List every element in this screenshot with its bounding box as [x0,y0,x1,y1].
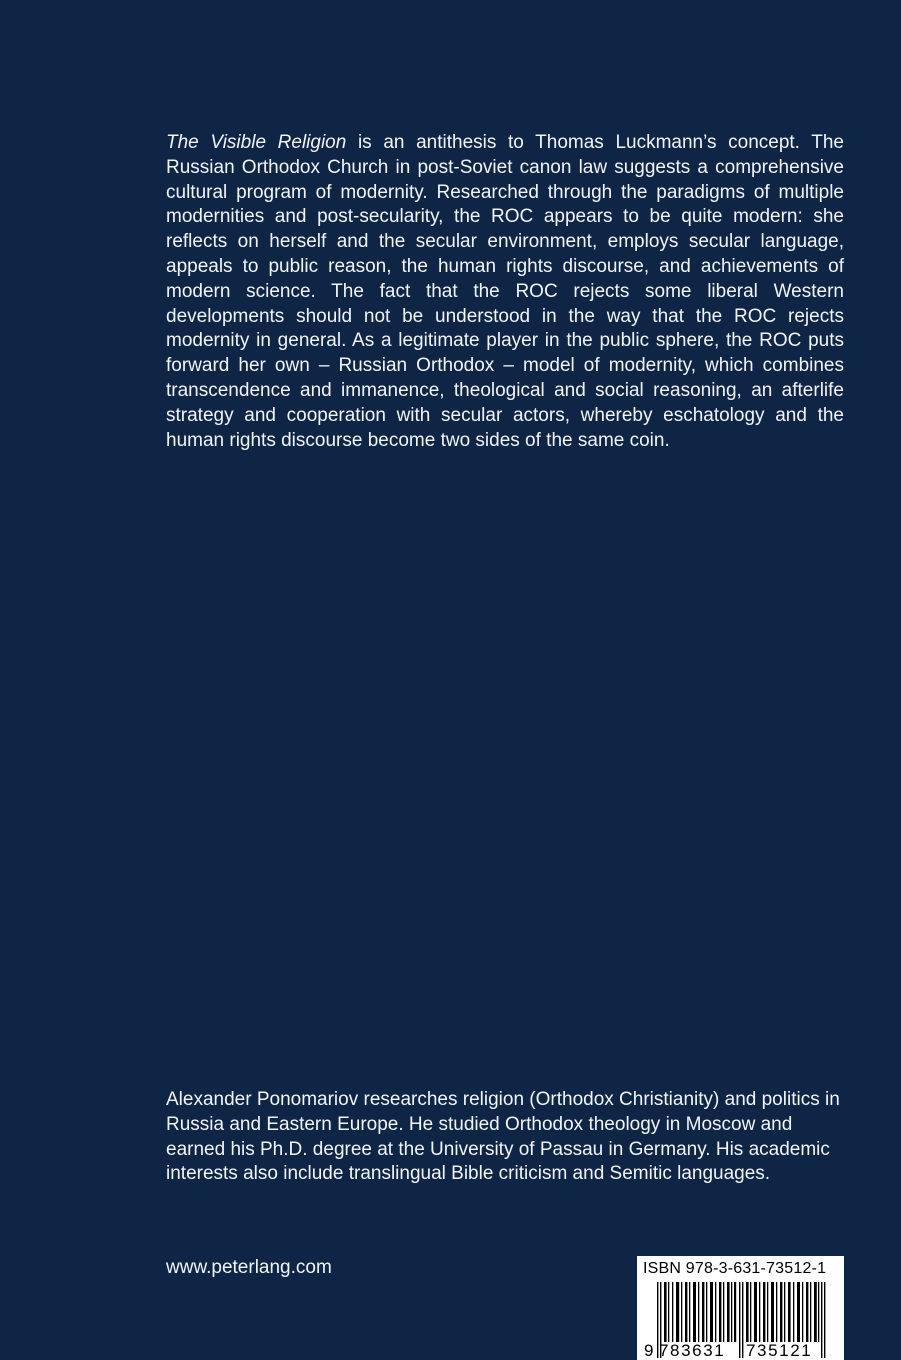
barcode-bar [710,1282,713,1342]
barcode-bar [810,1282,811,1342]
barcode-bar [759,1282,760,1342]
barcode-bar [719,1282,721,1342]
barcode-bar [742,1282,743,1358]
barcode-bar [763,1282,765,1342]
barcode-bar [802,1282,803,1342]
barcode-bar [793,1282,794,1342]
barcode-bar [750,1282,751,1342]
barcode-bar [706,1282,707,1342]
barcode-bar [702,1282,704,1342]
barcode-bar [668,1282,669,1342]
barcode-bar [676,1282,679,1342]
barcode-bar [767,1282,768,1342]
barcode-bar [784,1282,785,1342]
barcode-bar [672,1282,673,1342]
publisher-website[interactable]: www.peterlang.com [166,1257,332,1278]
barcode-bar [797,1282,800,1342]
barcode-bar [806,1282,808,1342]
barcode-bar [723,1282,724,1342]
barcode-bar [685,1282,687,1342]
barcode-bar [698,1282,699,1342]
barcode-bar [821,1282,822,1358]
barcode-bar [727,1282,730,1342]
barcode-digits-left: 783631 [659,1341,726,1358]
barcode-bar [754,1282,757,1342]
barcode-bar [824,1282,825,1358]
isbn-barcode-box [637,1256,844,1360]
book-title-italic: The Visible Religion [166,132,347,153]
barcode-bar [689,1282,690,1342]
blurb-paragraph [166,131,844,453]
barcode-bar [681,1282,682,1342]
barcode-bar [771,1282,774,1342]
author-bio: Alexander Ponomariov researches religion (Orthodox Christianity) and politics in Russia and Eastern Europe. He studied Orthodox theology in Moscow and earned his Ph.D. degree at the University of Passau in Germany. His academic interests also include translingual Bible criticism and Semitic languages. [166,1089,840,1185]
barcode-bar [664,1282,667,1342]
barcode-bar [814,1282,817,1342]
barcode-bar [693,1282,696,1342]
barcode-bar [788,1282,791,1342]
isbn-label: ISBN 978-3-631-73512-1 [643,1260,827,1277]
barcode-bar [734,1282,736,1342]
barcode-digits-right: 735121 [746,1341,813,1358]
barcode-bar [746,1282,749,1342]
barcode-bar [731,1282,732,1342]
blurb-text: is an antithesis to Thomas Luckmann’s concept. The Russian Orthodox Church in post-Soviet canon law suggests a comprehensive cultural program of modernity. Researched through the paradigms of multiple modernities and post-secularity, the ROC appears to be quite modern: she reflects on herself and the secular environment, employs secular language, appeals to public reason, the human rights discourse, and achievements of modern science. The fact that the ROC rejects some liberal Western developments should not be understood in the way that the ROC rejects modernity in general. As a legitimate player in the public sphere, the ROC puts forward her own – Russian Orthodox – model of modernity, which combines transcendence and immanence, theological and social reasoning, an afterlife strategy and cooperation with secular actors, whereby eschatology and the human rights discourse become two sides of the same coin. [166,132,844,451]
barcode-bar [780,1282,782,1342]
barcode-bar [739,1282,740,1358]
barcode-bar [818,1282,819,1342]
barcode-digit-prefix: 9 [644,1341,654,1358]
barcode-bar [776,1282,777,1342]
barcode-bar [715,1282,716,1342]
barcode-icon [643,1282,838,1358]
